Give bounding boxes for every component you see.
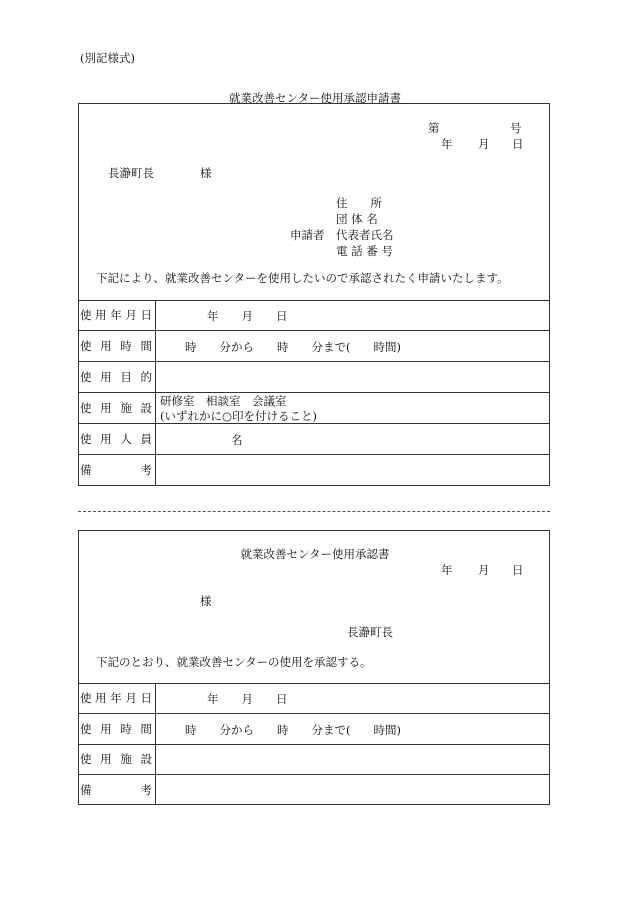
applicant-label: 申請者 [290,228,325,242]
approval-statement: 下記のとおり、就業改善センターの使用を承認する。 [96,655,372,669]
addressee-honorific: 様 [200,166,212,180]
date-month: 月 [478,137,490,151]
row-label-attendees: 使 用 人 員 [80,431,152,446]
applicant-field-address: 住 所 [336,196,382,210]
row-value-time: 時 分から 時 分まで( 時間) [185,340,401,354]
approval-row-label-date: 使 用 年 月 日 [80,691,152,705]
cut-line [78,511,550,512]
row-label-facility: 使 用 施 設 [80,400,152,415]
approval-row-value-date: 年 月 日 [207,692,288,706]
approval-honorific: 様 [200,594,212,608]
addressee: 長瀞町長 [108,166,154,180]
approval-title: 就業改善センター使用承認書 [240,547,390,561]
row-value-date: 年 月 日 [207,309,288,323]
row-label-date: 使 用 年 月 日 [80,308,152,322]
approval-date-year: 年 [441,563,453,577]
row-value-attendees: 名 [231,433,243,447]
approval-row-label-facility: 使 用 施 設 [80,752,152,766]
approval-row-label-time: 使 用 時 間 [80,721,152,736]
approval-issuer: 長瀞町長 [347,625,393,639]
date-year: 年 [441,137,453,151]
applicant-field-phone: 電 話 番 号 [336,244,393,258]
row-value-facility-note: (いずれかに○印を付けること) [160,409,318,423]
row-label-time: 使 用 時 間 [80,338,152,353]
date-day: 日 [512,137,524,151]
row-label-remarks: 備 考 [80,463,152,477]
approval-row-value-time: 時 分から 時 分まで( 時間) [185,723,401,737]
number-prefix: 第 [428,121,440,135]
form-reference-note: (別記様式) [80,51,135,65]
approval-row-label-remarks: 備 考 [80,782,152,797]
row-label-purpose: 使 用 目 的 [80,369,152,384]
approval-date-month: 月 [478,563,490,577]
applicant-field-group-name: 団 体 名 [336,212,378,226]
approval-date-day: 日 [512,563,524,577]
application-title: 就業改善センター使用承認申請書 [228,91,402,105]
applicant-field-representative: 代表者氏名 [336,228,394,242]
application-statement: 下記により、就業改善センターを使用したいので承認されたく申請いたします。 [96,271,509,285]
row-value-facility-options: 研修室 相談室 会議室 [160,394,287,408]
number-suffix: 号 [510,121,522,135]
